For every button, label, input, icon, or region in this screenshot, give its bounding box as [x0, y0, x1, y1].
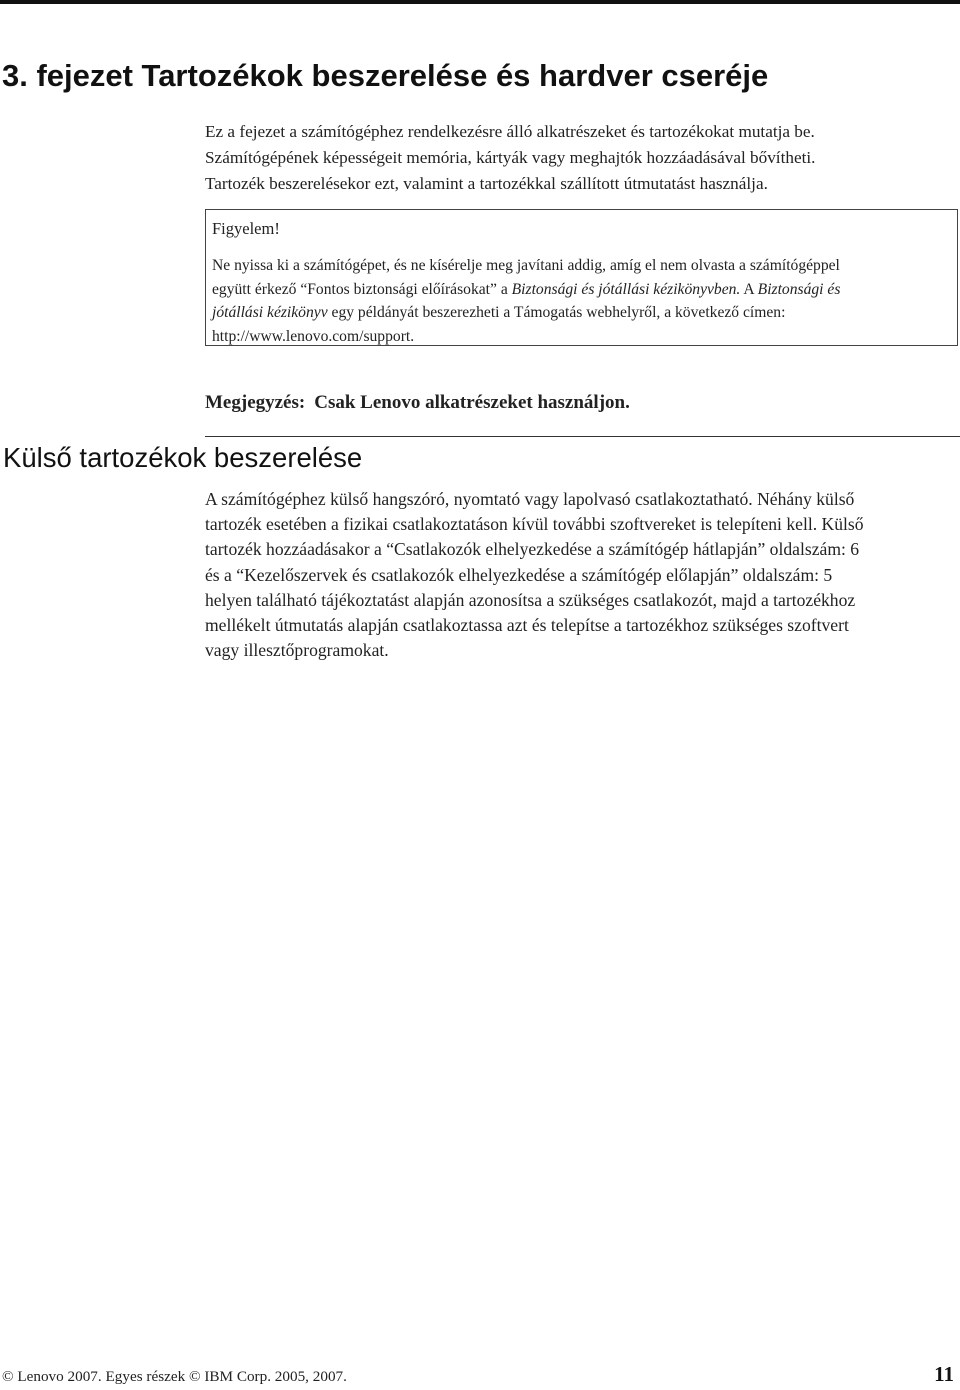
section-line: vagy illesztőprogramokat.: [205, 640, 389, 661]
manual-title: Biztonsági és: [757, 280, 841, 298]
attention-body: [212, 254, 948, 348]
section-line: mellékelt útmutatás alapján csatlakoztassa azt és telepítse a tartozékhoz szükséges szoftvert: [205, 615, 849, 636]
intro-line: Számítógépének képességeit memória, kártyák vagy meghajtók hozzáadásával bővítheti.: [205, 148, 816, 167]
section-line: A számítógéphez külső hangszóró, nyomtató vagy lapolvasó csatlakoztatható. Néhány külső: [205, 489, 855, 509]
attention-text: együtt érkező “Fontos biztonsági előírásokat” a: [212, 280, 512, 298]
section-line: és a “Kezelőszervek és csatlakozók elhelyezkedése a számítógép előlapján” oldalszám: 5: [205, 564, 833, 585]
section-title: Külső tartozékok beszerelése: [3, 442, 363, 473]
manual-title: jótállási kézikönyv: [212, 304, 328, 321]
intro-line: Ez a fejezet a számítógéphez rendelkezésre álló alkatrészeket és tartozékokat mutatja be.: [205, 122, 815, 141]
attention-line: Ne nyissa ki a számítógépet, és ne kísérelje meg javítani addig, amíg el nem olvasta a számítógéppel: [212, 257, 840, 274]
intro-line: Tartozék beszerelésekor ezt, valamint a tartozékkal szállított útmutatást használja.: [205, 174, 768, 193]
top-rule: [0, 0, 960, 4]
note: [205, 390, 630, 416]
chapter-title: 3. fejezet Tartozékok beszerelése és hardver cseréje: [2, 58, 769, 93]
note-label: Megjegyzés:: [205, 392, 306, 413]
attention-box: [205, 209, 958, 346]
section-line: tartozék hozzáadásakor a “Csatlakozók elhelyezkedése a számítógép hátlapján” oldalszám: 6: [205, 539, 860, 560]
attention-text: A: [740, 280, 758, 298]
manual-title: Biztonsági és jótállási kézikönyvben.: [511, 280, 741, 298]
footer-copyright: © Lenovo 2007. Egyes részek © IBM Corp. 2005, 2007.: [2, 1368, 347, 1385]
section-line: tartozék esetében a fizikai csatlakoztatáson kívül további szoftvereket is telepíteni kell. Külső: [205, 514, 864, 535]
attention-line: [212, 301, 948, 325]
attention-line: [212, 278, 948, 302]
note-text: Csak Lenovo alkatrészeket használjon.: [314, 392, 630, 413]
section-paragraph: [205, 487, 957, 663]
intro-paragraph: [205, 119, 955, 197]
section-rule: [205, 436, 960, 437]
page-number: 11: [934, 1362, 954, 1386]
support-url: http://www.lenovo.com/support.: [212, 327, 415, 345]
attention-text: egy példányát beszerezheti a Támogatás webhelyről, a következő címen:: [327, 304, 786, 321]
section-line: helyen található tájékoztatást alapján azonosítsa a szükséges csatlakozót, majd a tartozékhoz: [205, 589, 856, 610]
attention-heading: Figyelem!: [212, 219, 280, 238]
